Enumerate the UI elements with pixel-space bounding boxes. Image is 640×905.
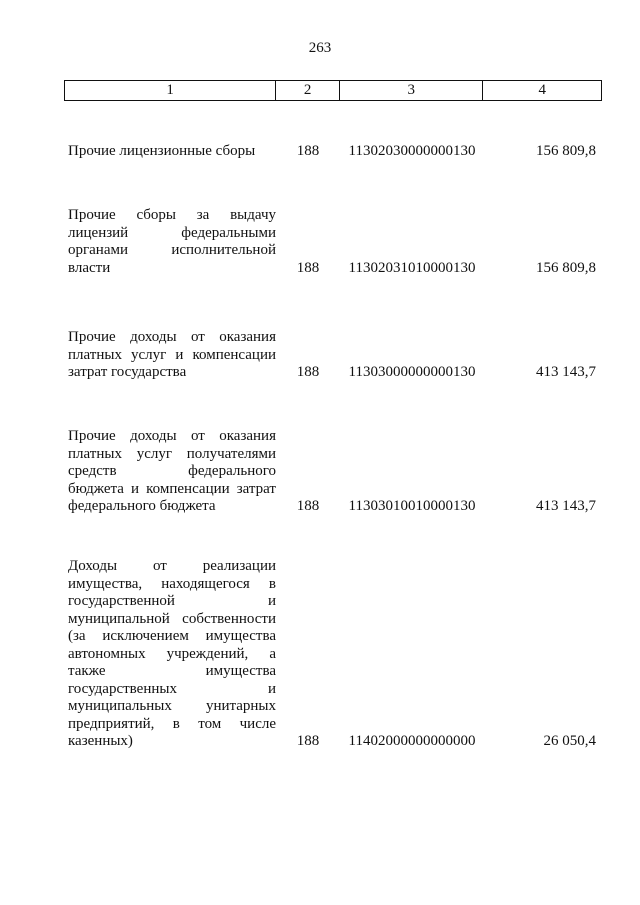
row-budget-code: 11302030000000130 (348, 143, 476, 159)
row-budget-code: 11303010010000130 (348, 498, 476, 514)
row-amount: 413 143,7 (536, 364, 596, 380)
row-budget-code: 11303000000000130 (348, 364, 476, 380)
column-header-1: 1 (65, 81, 276, 100)
row-name-line: федерального бюджета (68, 498, 216, 514)
row-name-line: имущества, находящегося в (68, 575, 276, 592)
row-name-line: Доходы от реализации (68, 558, 276, 574)
row-name-line: платных услуг и компенсации (68, 346, 276, 363)
row-admin-code: 188 (296, 364, 320, 380)
row-admin-code: 188 (296, 259, 320, 276)
row-admin-code: 188 (296, 733, 320, 749)
row-name (68, 143, 276, 161)
row-name-line: муниципальных унитарных (68, 698, 276, 714)
row-name-line: государственной и (68, 593, 276, 609)
column-header-row (64, 80, 602, 101)
row-name-line: (за исключением имущества (68, 628, 276, 644)
row-name-line: Прочие доходы от оказания (68, 428, 276, 444)
row-name-line: власти (68, 259, 111, 276)
row-name-line: Прочие лицензионные сборы (68, 143, 256, 159)
column-header-3: 3 (340, 81, 483, 100)
row-name-line: бюджета и компенсации затрат (68, 480, 276, 497)
row-name (68, 207, 276, 277)
row-name (68, 329, 276, 382)
row-amount: 156 809,8 (536, 143, 596, 159)
row-name-line: средств федерального (68, 463, 276, 479)
row-name-line: муниципальной собственности (68, 610, 276, 627)
row-amount: 156 809,8 (536, 259, 596, 276)
row-budget-code: 11402000000000000 (348, 733, 476, 749)
page-number: 263 (308, 40, 332, 56)
row-name-line: государственных и (68, 680, 276, 697)
row-admin-code: 188 (296, 498, 320, 514)
row-name (68, 558, 276, 751)
row-name-line: Прочие доходы от оказания (68, 329, 276, 345)
column-header-2: 2 (276, 81, 340, 100)
row-name-line: казенных) (68, 733, 133, 749)
row-admin-code: 188 (296, 143, 320, 159)
row-name-line: также имущества (68, 663, 276, 679)
row-name-line: Прочие сборы за выдачу (68, 207, 276, 223)
row-name-line: автономных учреждений, а (68, 645, 276, 662)
row-budget-code: 11302031010000130 (348, 259, 476, 276)
row-name-line: предприятий, в том числе (68, 715, 276, 732)
row-amount: 26 050,4 (543, 733, 596, 749)
row-name (68, 428, 276, 516)
row-name-line: лицензий федеральными (68, 224, 276, 241)
row-amount: 413 143,7 (536, 498, 596, 514)
row-name-line: платных услуг получателями (68, 445, 276, 462)
row-name-line: затрат государства (68, 364, 187, 380)
column-header-4: 4 (538, 82, 546, 98)
row-name-line: органами исполнительной (68, 242, 276, 258)
